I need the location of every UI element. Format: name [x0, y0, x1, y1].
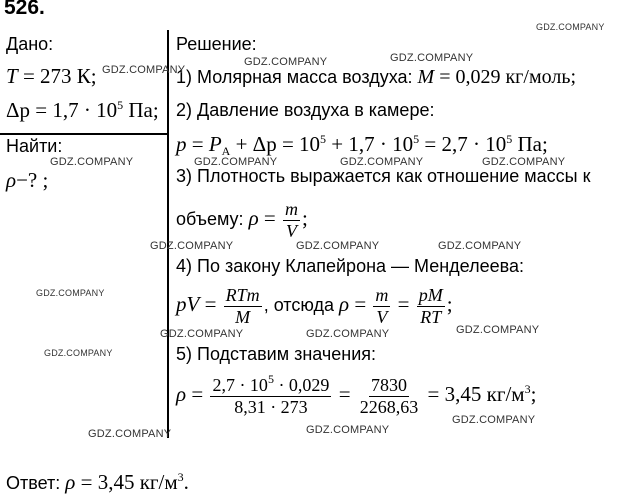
equation-substitution: ρ = $\frac{2,7 \cdot 10^5 \cdot 0,029}{8,31 \cdot 273}$ = $\frac{7830}{2268,63}$ = 3,45 $кг/м^3$; — [176, 372, 537, 417]
watermark: GDZ.COMPANY — [456, 324, 540, 336]
watermark: GDZ.COMPANY — [438, 240, 522, 252]
watermark: GDZ.COMPANY — [50, 156, 134, 168]
watermark: GDZ.COMPANY — [340, 156, 424, 168]
watermark: GDZ.COMPANY — [102, 64, 186, 76]
step-3-density-formula: объему: ρ = $\frac{m}{V}$ ; — [176, 199, 308, 241]
watermark: GDZ.COMPANY — [536, 22, 605, 32]
given-temperature: T = 273 К; — [6, 64, 97, 88]
watermark: GDZ.COMPANY — [150, 240, 234, 252]
watermark: GDZ.COMPANY — [306, 328, 390, 340]
find-label: Найти: — [6, 136, 63, 156]
watermark: GDZ.COMPANY — [452, 414, 536, 426]
problem-number: 526. — [4, 0, 45, 19]
step-5: 5) Подставим значения: — [176, 344, 377, 364]
watermark: GDZ.COMPANY — [36, 288, 105, 298]
watermark: GDZ.COMPANY — [44, 348, 113, 358]
equation-clapeyron: pV = $\frac{\text{RTm}}{M}$ , отсюда ρ = $\frac{m}{V}$ = $\frac{pM}{RT}$ ; — [176, 285, 453, 327]
solution-label: Решение: — [176, 34, 257, 54]
given-pressure-change: $\Delta p = 1,7 \cdot 10^5$ Па; — [6, 98, 159, 122]
step-1: 1) Молярная масса воздуха: M = 0,029 кг/моль; — [176, 66, 576, 88]
watermark: GDZ.COMPANY — [306, 424, 390, 436]
table-vertical-divider — [167, 30, 169, 438]
given-label: Дано: — [6, 34, 54, 54]
find-value: ρ−? ; — [6, 168, 49, 192]
step-3: 3) Плотность выражается как отношение массы к — [176, 166, 591, 186]
step-4: 4) По закону Клапейрона — Менделеева: — [176, 256, 524, 276]
watermark: GDZ.COMPANY — [482, 156, 566, 168]
watermark: GDZ.COMPANY — [160, 328, 244, 340]
watermark: GDZ.COMPANY — [88, 428, 172, 440]
watermark: GDZ.COMPANY — [390, 52, 474, 64]
watermark: GDZ.COMPANY — [296, 240, 380, 252]
answer: Ответ: ρ = 3,45 $кг/м^3$. — [6, 470, 189, 494]
watermark: GDZ.COMPANY — [194, 156, 278, 168]
equation-pressure: $p = P_A + \Delta p = 10^5 + 1,7 \cdot 10^5 = 2,7 \cdot 10^5$ Па; — [176, 132, 548, 158]
table-horizontal-divider — [0, 133, 168, 135]
step-2: 2) Давление воздуха в камере: — [176, 100, 435, 120]
watermark: GDZ.COMPANY — [244, 56, 328, 68]
